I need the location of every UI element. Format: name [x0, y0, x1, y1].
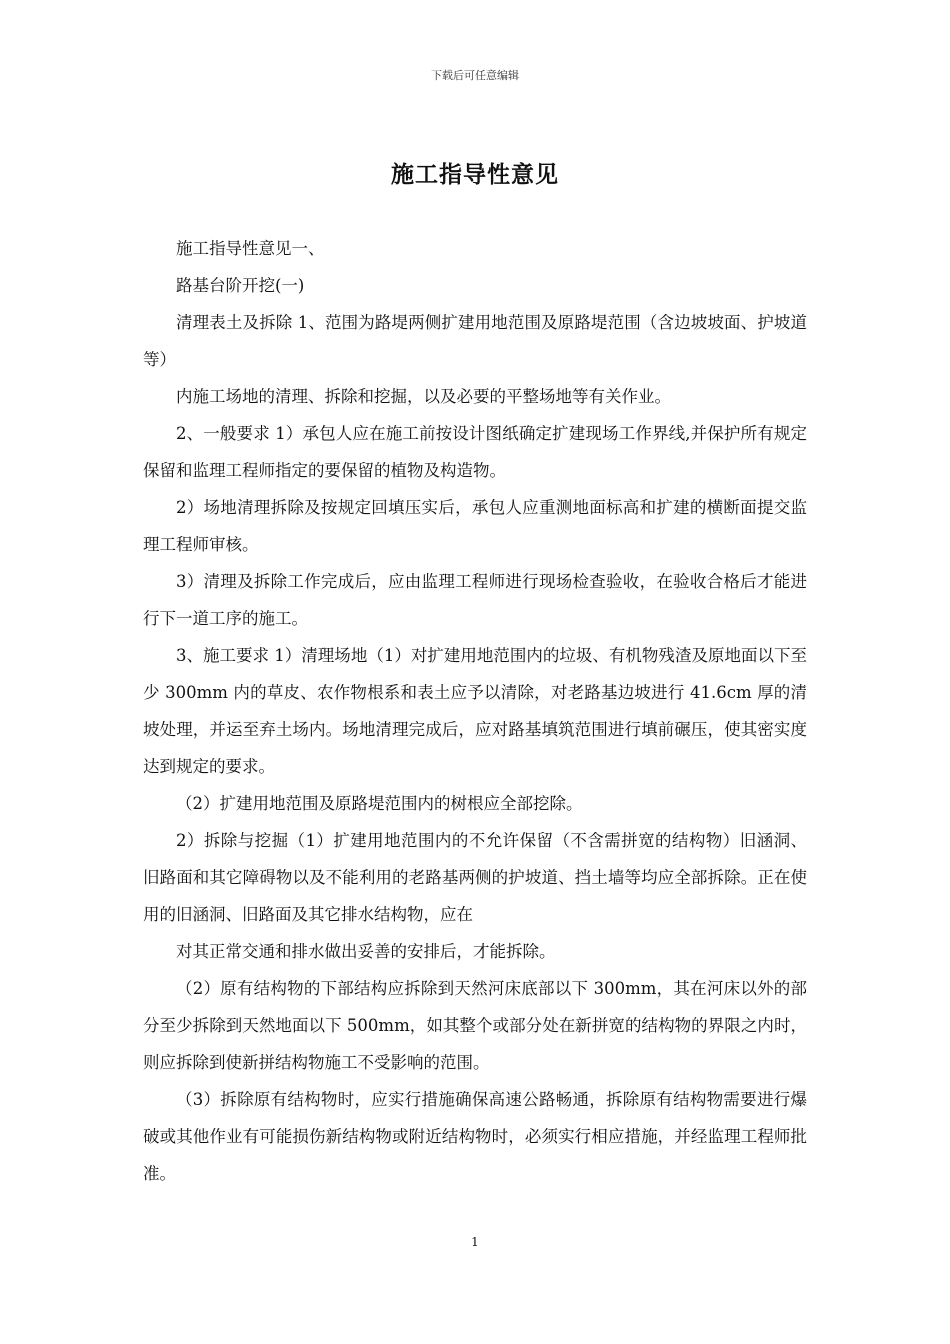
- paragraph: 2）场地清理拆除及按规定回填压实后，承包人应重测地面标高和扩建的横断面提交监理工程师审核。: [143, 498, 807, 554]
- document-title: 施工指导性意见: [391, 161, 559, 188]
- paragraph: 内施工场地的清理、拆除和挖掘，以及必要的平整场地等有关作业。: [176, 387, 671, 406]
- paragraph: （2）原有结构物的下部结构应拆除到天然河床底部以下 300mm，其在河床以外的部分至少拆除到天然地面以下 500mm，如其整个或部分处在新拼宽的结构物的界限之内时，则应拆除到使新拼结构物施工不受影响的范围。: [143, 979, 807, 1072]
- paragraph: 清理表土及拆除 1、范围为路堤两侧扩建用地范围及原路堤范围（含边坡坡面、护坡道等）: [143, 313, 807, 369]
- paragraph: （2）扩建用地范围及原路堤范围内的树根应全部挖除。: [176, 794, 583, 813]
- paragraph: 2、一般要求 1）承包人应在施工前按设计图纸确定扩建现场工作界线,并保护所有规定保留和监理工程师指定的要保留的植物及构造物。: [143, 424, 807, 480]
- paragraph: 2）拆除与挖掘（1）扩建用地范围内的不允许保留（不含需拼宽的结构物）旧涵洞、旧路面和其它障碍物以及不能利用的老路基两侧的护坡道、挡土墙等均应全部拆除。正在使用的旧涵洞、旧路面及其它排水结构物，应在: [143, 831, 807, 924]
- header-note: 下载后可任意编辑: [431, 69, 519, 82]
- page-number: 1: [471, 1235, 479, 1249]
- paragraph: 3）清理及拆除工作完成后，应由监理工程师进行现场检查验收，在验收合格后才能进行下一道工序的施工。: [143, 572, 807, 628]
- paragraph: （3）拆除原有结构物时，应实行措施确保高速公路畅通，拆除原有结构物需要进行爆破或其他作业有可能损伤新结构物或附近结构物时，必须实行相应措施，并经监理工程师批准。: [143, 1090, 807, 1183]
- paragraph: 对其正常交通和排水做出妥善的安排后，才能拆除。: [176, 942, 556, 961]
- paragraph: 3、施工要求 1）清理场地（1）对扩建用地范围内的垃圾、有机物残渣及原地面以下至少 300mm 内的草皮、农作物根系和表土应予以清除，对老路基边坡进行 41.6cm 厚的清坡处理，并运至弃土场内。场地清理完成后，应对路基填筑范围进行填前碾压，使其密实度达到规定的要求。: [143, 646, 807, 776]
- document-body: [143, 230, 807, 1192]
- paragraph: 路基台阶开挖(一): [176, 276, 305, 295]
- paragraph: 施工指导性意见一、: [176, 239, 325, 258]
